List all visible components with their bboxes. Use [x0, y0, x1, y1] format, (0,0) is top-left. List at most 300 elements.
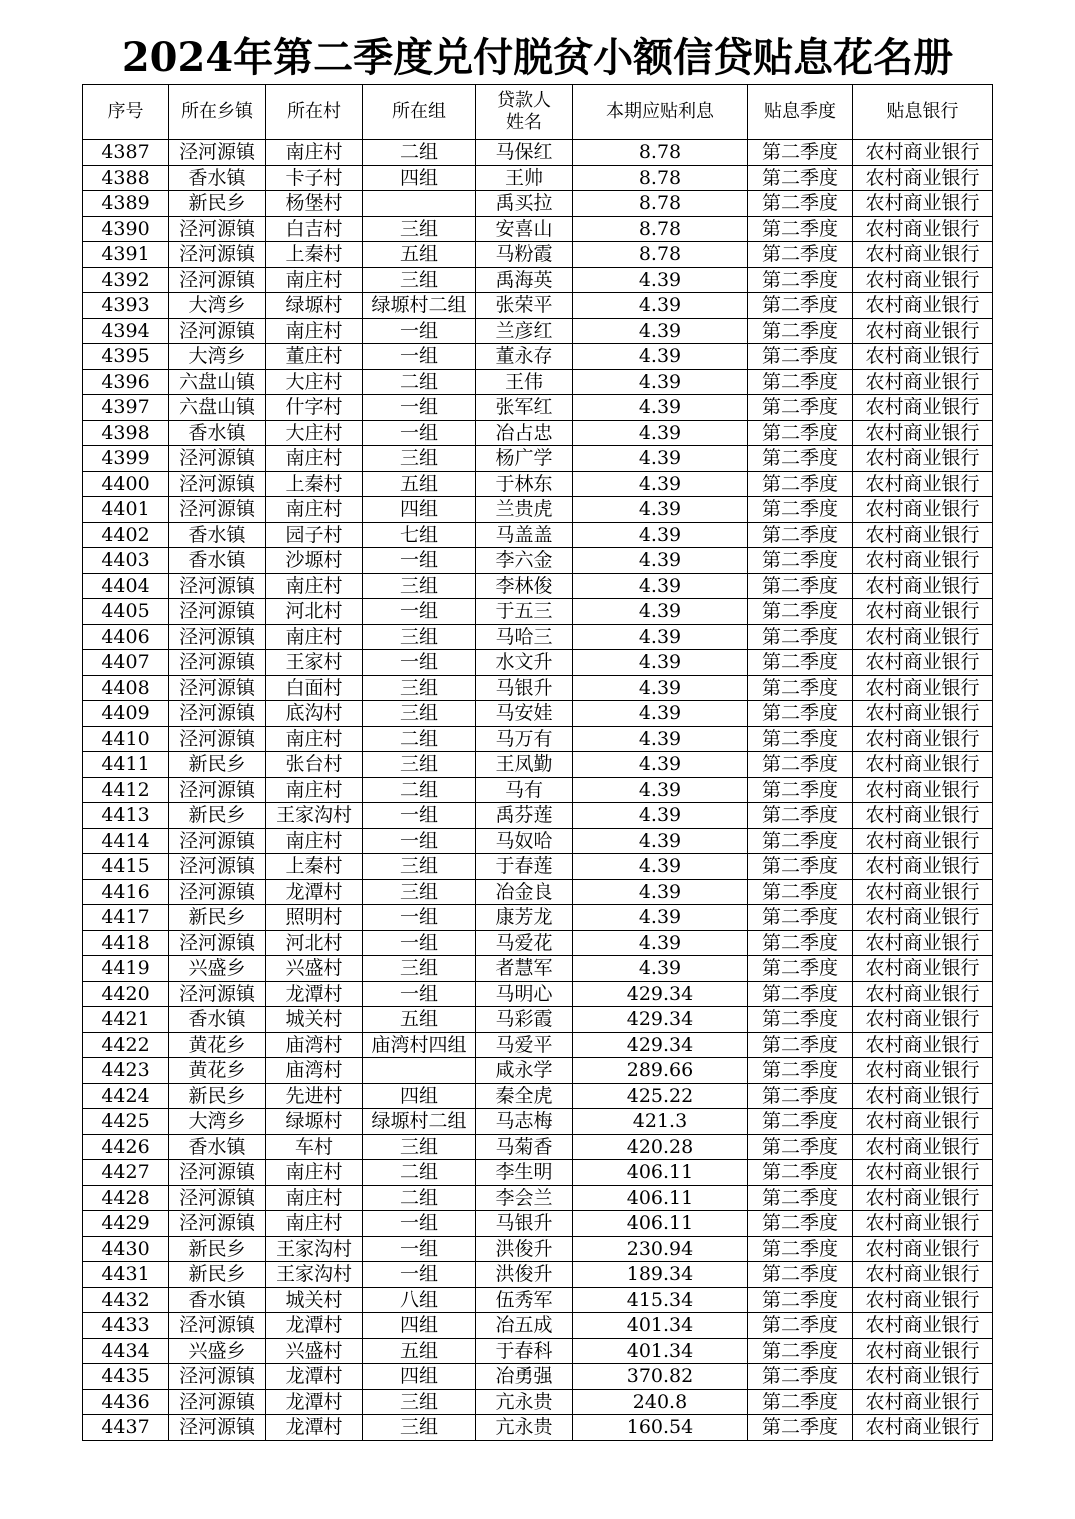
- cell-bank: 农村商业银行: [853, 777, 993, 803]
- cell-borrower-name: 李六金: [476, 548, 573, 574]
- cell-township: 泾河源镇: [169, 981, 266, 1007]
- table-row: [83, 497, 993, 523]
- cell-borrower-name: 于林东: [476, 471, 573, 497]
- header-interest: 本期应贴利息: [573, 85, 748, 140]
- cell-serial: 4419: [83, 956, 169, 982]
- cell-interest: 4.39: [573, 752, 748, 778]
- cell-borrower-name: 伍秀军: [476, 1287, 573, 1313]
- cell-village: 南庄村: [266, 140, 363, 166]
- cell-bank: 农村商业银行: [853, 140, 993, 166]
- cell-serial: 4393: [83, 293, 169, 319]
- cell-township: 泾河源镇: [169, 650, 266, 676]
- cell-serial: 4399: [83, 446, 169, 472]
- cell-village: 南庄村: [266, 267, 363, 293]
- cell-interest: 406.11: [573, 1211, 748, 1237]
- cell-village: 沙塬村: [266, 548, 363, 574]
- cell-borrower-name: 李会兰: [476, 1185, 573, 1211]
- cell-interest: 4.39: [573, 293, 748, 319]
- cell-serial: 4396: [83, 369, 169, 395]
- cell-borrower-name: 马粉霞: [476, 242, 573, 268]
- table-row: [83, 573, 993, 599]
- cell-village: 园子村: [266, 522, 363, 548]
- cell-interest: 4.39: [573, 369, 748, 395]
- cell-township: 香水镇: [169, 420, 266, 446]
- cell-borrower-name: 冶勇强: [476, 1364, 573, 1390]
- cell-quarter: 第二季度: [748, 548, 853, 574]
- cell-borrower-name: 康芳龙: [476, 905, 573, 931]
- cell-quarter: 第二季度: [748, 140, 853, 166]
- table-row: [83, 548, 993, 574]
- cell-bank: 农村商业银行: [853, 471, 993, 497]
- cell-quarter: 第二季度: [748, 522, 853, 548]
- cell-bank: 农村商业银行: [853, 854, 993, 880]
- cell-group: 三组: [363, 879, 476, 905]
- cell-village: 白面村: [266, 675, 363, 701]
- cell-group: 七组: [363, 522, 476, 548]
- cell-bank: 农村商业银行: [853, 930, 993, 956]
- cell-interest: 429.34: [573, 981, 748, 1007]
- cell-quarter: 第二季度: [748, 1313, 853, 1339]
- cell-interest: 4.39: [573, 624, 748, 650]
- cell-quarter: 第二季度: [748, 242, 853, 268]
- cell-quarter: 第二季度: [748, 854, 853, 880]
- cell-serial: 4388: [83, 165, 169, 191]
- cell-borrower-name: 马银升: [476, 675, 573, 701]
- cell-serial: 4409: [83, 701, 169, 727]
- cell-interest: 4.39: [573, 573, 748, 599]
- cell-quarter: 第二季度: [748, 879, 853, 905]
- cell-group: 二组: [363, 369, 476, 395]
- cell-village: 先进村: [266, 1083, 363, 1109]
- cell-interest: 4.39: [573, 522, 748, 548]
- cell-serial: 4426: [83, 1134, 169, 1160]
- cell-village: 大庄村: [266, 369, 363, 395]
- cell-borrower-name: 亢永贵: [476, 1389, 573, 1415]
- cell-group: 四组: [363, 497, 476, 523]
- cell-village: 南庄村: [266, 1160, 363, 1186]
- cell-quarter: 第二季度: [748, 930, 853, 956]
- cell-village: 龙潭村: [266, 1364, 363, 1390]
- cell-township: 兴盛乡: [169, 1338, 266, 1364]
- cell-interest: 4.39: [573, 344, 748, 370]
- cell-interest: 4.39: [573, 471, 748, 497]
- cell-group: 二组: [363, 777, 476, 803]
- cell-borrower-name: 杨广学: [476, 446, 573, 472]
- cell-quarter: 第二季度: [748, 1007, 853, 1033]
- cell-serial: 4427: [83, 1160, 169, 1186]
- cell-township: 泾河源镇: [169, 446, 266, 472]
- cell-village: 龙潭村: [266, 1415, 363, 1441]
- cell-serial: 4394: [83, 318, 169, 344]
- cell-bank: 农村商业银行: [853, 1236, 993, 1262]
- cell-group: 三组: [363, 446, 476, 472]
- cell-serial: 4412: [83, 777, 169, 803]
- cell-group: 一组: [363, 1211, 476, 1237]
- cell-bank: 农村商业银行: [853, 1058, 993, 1084]
- cell-township: 泾河源镇: [169, 318, 266, 344]
- cell-interest: 4.39: [573, 420, 748, 446]
- cell-township: 泾河源镇: [169, 1160, 266, 1186]
- table-row: [83, 726, 993, 752]
- cell-serial: 4414: [83, 828, 169, 854]
- cell-bank: 农村商业银行: [853, 446, 993, 472]
- table-row: [83, 318, 993, 344]
- cell-village: 南庄村: [266, 497, 363, 523]
- cell-serial: 4391: [83, 242, 169, 268]
- cell-bank: 农村商业银行: [853, 1160, 993, 1186]
- cell-serial: 4420: [83, 981, 169, 1007]
- cell-borrower-name: 于五三: [476, 599, 573, 625]
- cell-borrower-name: 冶金良: [476, 879, 573, 905]
- cell-township: 六盘山镇: [169, 395, 266, 421]
- table-row: [83, 624, 993, 650]
- cell-borrower-name: 马爱花: [476, 930, 573, 956]
- cell-interest: 4.39: [573, 675, 748, 701]
- cell-village: 河北村: [266, 599, 363, 625]
- cell-bank: 农村商业银行: [853, 1364, 993, 1390]
- header-group: 所在组: [363, 85, 476, 140]
- cell-borrower-name: 李生明: [476, 1160, 573, 1186]
- cell-quarter: 第二季度: [748, 1364, 853, 1390]
- cell-interest: 425.22: [573, 1083, 748, 1109]
- cell-bank: 农村商业银行: [853, 981, 993, 1007]
- cell-serial: 4408: [83, 675, 169, 701]
- cell-township: 泾河源镇: [169, 242, 266, 268]
- table-row: [83, 1058, 993, 1084]
- table-row: [83, 1211, 993, 1237]
- table-row: [83, 1134, 993, 1160]
- cell-village: 车村: [266, 1134, 363, 1160]
- cell-township: 新民乡: [169, 1262, 266, 1288]
- cell-group: 三组: [363, 854, 476, 880]
- cell-township: 大湾乡: [169, 344, 266, 370]
- cell-village: 兴盛村: [266, 1338, 363, 1364]
- cell-interest: 4.39: [573, 548, 748, 574]
- table-row: [83, 446, 993, 472]
- cell-serial: 4424: [83, 1083, 169, 1109]
- cell-group: 四组: [363, 1364, 476, 1390]
- cell-quarter: 第二季度: [748, 1058, 853, 1084]
- cell-township: 香水镇: [169, 165, 266, 191]
- table-row: [83, 1109, 993, 1135]
- cell-group: 三组: [363, 1389, 476, 1415]
- cell-group: 一组: [363, 930, 476, 956]
- cell-group: 五组: [363, 1338, 476, 1364]
- cell-quarter: 第二季度: [748, 1389, 853, 1415]
- cell-group: 三组: [363, 956, 476, 982]
- cell-township: 新民乡: [169, 752, 266, 778]
- table-row: [83, 1313, 993, 1339]
- cell-borrower-name: 于春莲: [476, 854, 573, 880]
- cell-quarter: 第二季度: [748, 981, 853, 1007]
- cell-quarter: 第二季度: [748, 216, 853, 242]
- cell-quarter: 第二季度: [748, 497, 853, 523]
- table-row: [83, 420, 993, 446]
- cell-interest: 4.39: [573, 905, 748, 931]
- table-row: [83, 956, 993, 982]
- cell-serial: 4397: [83, 395, 169, 421]
- cell-interest: 429.34: [573, 1007, 748, 1033]
- cell-quarter: 第二季度: [748, 1109, 853, 1135]
- cell-bank: 农村商业银行: [853, 165, 993, 191]
- cell-interest: 8.78: [573, 216, 748, 242]
- cell-serial: 4425: [83, 1109, 169, 1135]
- cell-bank: 农村商业银行: [853, 293, 993, 319]
- header-township: 所在乡镇: [169, 85, 266, 140]
- cell-interest: 415.34: [573, 1287, 748, 1313]
- cell-group: 三组: [363, 1134, 476, 1160]
- cell-group: 一组: [363, 395, 476, 421]
- cell-interest: 4.39: [573, 956, 748, 982]
- cell-interest: 401.34: [573, 1313, 748, 1339]
- cell-borrower-name: 王伟: [476, 369, 573, 395]
- cell-borrower-name: 马银升: [476, 1211, 573, 1237]
- cell-bank: 农村商业银行: [853, 905, 993, 931]
- cell-village: 上秦村: [266, 854, 363, 880]
- cell-serial: 4434: [83, 1338, 169, 1364]
- cell-township: 新民乡: [169, 1236, 266, 1262]
- cell-borrower-name: 王帅: [476, 165, 573, 191]
- cell-interest: 4.39: [573, 701, 748, 727]
- cell-group: 一组: [363, 420, 476, 446]
- cell-borrower-name: 于春科: [476, 1338, 573, 1364]
- cell-township: 泾河源镇: [169, 1313, 266, 1339]
- cell-borrower-name: 水文升: [476, 650, 573, 676]
- cell-borrower-name: 禹芬莲: [476, 803, 573, 829]
- header-quarter: 贴息季度: [748, 85, 853, 140]
- cell-interest: 370.82: [573, 1364, 748, 1390]
- cell-interest: 8.78: [573, 242, 748, 268]
- cell-interest: 4.39: [573, 726, 748, 752]
- cell-group: [363, 1058, 476, 1084]
- cell-borrower-name: 马菊香: [476, 1134, 573, 1160]
- cell-borrower-name: 马万有: [476, 726, 573, 752]
- table-row: [83, 854, 993, 880]
- cell-township: 泾河源镇: [169, 216, 266, 242]
- table-row: [83, 701, 993, 727]
- cell-borrower-name: 禹海英: [476, 267, 573, 293]
- cell-bank: 农村商业银行: [853, 242, 993, 268]
- cell-interest: 240.8: [573, 1389, 748, 1415]
- cell-serial: 4429: [83, 1211, 169, 1237]
- cell-township: 新民乡: [169, 191, 266, 217]
- cell-bank: 农村商业银行: [853, 879, 993, 905]
- table-row: [83, 344, 993, 370]
- cell-village: 龙潭村: [266, 879, 363, 905]
- cell-bank: 农村商业银行: [853, 1262, 993, 1288]
- cell-serial: 4432: [83, 1287, 169, 1313]
- table-row: [83, 1262, 993, 1288]
- cell-borrower-name: 董永存: [476, 344, 573, 370]
- cell-serial: 4435: [83, 1364, 169, 1390]
- cell-group: 五组: [363, 471, 476, 497]
- cell-group: 绿塬村二组: [363, 293, 476, 319]
- cell-village: 南庄村: [266, 1185, 363, 1211]
- cell-interest: 406.11: [573, 1160, 748, 1186]
- cell-village: 大庄村: [266, 420, 363, 446]
- cell-village: 王家沟村: [266, 803, 363, 829]
- cell-quarter: 第二季度: [748, 675, 853, 701]
- cell-serial: 4389: [83, 191, 169, 217]
- cell-borrower-name: 者慧军: [476, 956, 573, 982]
- cell-group: 一组: [363, 344, 476, 370]
- cell-serial: 4403: [83, 548, 169, 574]
- cell-bank: 农村商业银行: [853, 573, 993, 599]
- table-row: [83, 599, 993, 625]
- cell-township: 泾河源镇: [169, 1415, 266, 1441]
- cell-township: 大湾乡: [169, 1109, 266, 1135]
- cell-group: 八组: [363, 1287, 476, 1313]
- cell-quarter: 第二季度: [748, 1083, 853, 1109]
- cell-interest: 406.11: [573, 1185, 748, 1211]
- cell-serial: 4430: [83, 1236, 169, 1262]
- cell-interest: 4.39: [573, 803, 748, 829]
- cell-serial: 4401: [83, 497, 169, 523]
- cell-bank: 农村商业银行: [853, 1287, 993, 1313]
- cell-quarter: 第二季度: [748, 956, 853, 982]
- cell-quarter: 第二季度: [748, 828, 853, 854]
- cell-quarter: 第二季度: [748, 165, 853, 191]
- cell-group: 五组: [363, 1007, 476, 1033]
- table-row: [83, 293, 993, 319]
- cell-quarter: 第二季度: [748, 599, 853, 625]
- cell-serial: 4400: [83, 471, 169, 497]
- cell-township: 泾河源镇: [169, 573, 266, 599]
- cell-bank: 农村商业银行: [853, 369, 993, 395]
- cell-village: 兴盛村: [266, 956, 363, 982]
- table-row: [83, 191, 993, 217]
- cell-bank: 农村商业银行: [853, 599, 993, 625]
- cell-group: 一组: [363, 981, 476, 1007]
- cell-group: 三组: [363, 267, 476, 293]
- cell-township: 黄花乡: [169, 1032, 266, 1058]
- cell-quarter: 第二季度: [748, 293, 853, 319]
- cell-village: 南庄村: [266, 573, 363, 599]
- cell-group: 三组: [363, 216, 476, 242]
- cell-township: 香水镇: [169, 1007, 266, 1033]
- cell-village: 张台村: [266, 752, 363, 778]
- cell-interest: 4.39: [573, 854, 748, 880]
- table-row: [83, 1160, 993, 1186]
- cell-village: 南庄村: [266, 726, 363, 752]
- cell-borrower-name: 马奴哈: [476, 828, 573, 854]
- table-row: [83, 981, 993, 1007]
- cell-village: 上秦村: [266, 242, 363, 268]
- cell-borrower-name: 冶占忠: [476, 420, 573, 446]
- cell-group: 二组: [363, 1185, 476, 1211]
- cell-serial: 4415: [83, 854, 169, 880]
- cell-borrower-name: 禹买拉: [476, 191, 573, 217]
- cell-borrower-name: 兰彦红: [476, 318, 573, 344]
- cell-bank: 农村商业银行: [853, 267, 993, 293]
- cell-bank: 农村商业银行: [853, 1338, 993, 1364]
- cell-bank: 农村商业银行: [853, 191, 993, 217]
- table-row: [83, 1236, 993, 1262]
- cell-quarter: 第二季度: [748, 777, 853, 803]
- cell-quarter: 第二季度: [748, 1211, 853, 1237]
- header-borrower-name: 贷款人 姓名: [476, 85, 573, 140]
- cell-village: 白吉村: [266, 216, 363, 242]
- cell-village: 杨堡村: [266, 191, 363, 217]
- cell-bank: 农村商业银行: [853, 650, 993, 676]
- page-title: 2024年第二季度兑付脱贫小额信贷贴息花名册: [121, 34, 954, 81]
- cell-interest: 4.39: [573, 828, 748, 854]
- cell-serial: 4402: [83, 522, 169, 548]
- cell-township: 黄花乡: [169, 1058, 266, 1084]
- cell-township: 泾河源镇: [169, 599, 266, 625]
- cell-township: 泾河源镇: [169, 1211, 266, 1237]
- cell-group: 三组: [363, 573, 476, 599]
- cell-township: 泾河源镇: [169, 1364, 266, 1390]
- table-row: [83, 471, 993, 497]
- table-row: [83, 879, 993, 905]
- cell-interest: 421.3: [573, 1109, 748, 1135]
- cell-village: 南庄村: [266, 828, 363, 854]
- cell-township: 泾河源镇: [169, 828, 266, 854]
- cell-quarter: 第二季度: [748, 446, 853, 472]
- cell-quarter: 第二季度: [748, 1134, 853, 1160]
- table-row: [83, 675, 993, 701]
- cell-bank: 农村商业银行: [853, 1415, 993, 1441]
- cell-group: 二组: [363, 1160, 476, 1186]
- cell-group: 一组: [363, 905, 476, 931]
- cell-township: 泾河源镇: [169, 140, 266, 166]
- cell-interest: 4.39: [573, 879, 748, 905]
- cell-group: 一组: [363, 548, 476, 574]
- cell-group: 五组: [363, 242, 476, 268]
- cell-interest: 429.34: [573, 1032, 748, 1058]
- cell-township: 泾河源镇: [169, 879, 266, 905]
- cell-quarter: 第二季度: [748, 803, 853, 829]
- cell-serial: 4437: [83, 1415, 169, 1441]
- cell-serial: 4395: [83, 344, 169, 370]
- cell-borrower-name: 马盖盖: [476, 522, 573, 548]
- cell-township: 泾河源镇: [169, 701, 266, 727]
- table-row: [83, 650, 993, 676]
- cell-bank: 农村商业银行: [853, 1211, 993, 1237]
- cell-borrower-name: 张荣平: [476, 293, 573, 319]
- cell-bank: 农村商业银行: [853, 1032, 993, 1058]
- cell-bank: 农村商业银行: [853, 1185, 993, 1211]
- cell-quarter: 第二季度: [748, 267, 853, 293]
- cell-township: 泾河源镇: [169, 930, 266, 956]
- subsidy-roster-table: [82, 84, 993, 1441]
- cell-township: 香水镇: [169, 548, 266, 574]
- cell-serial: 4398: [83, 420, 169, 446]
- table-row: [83, 1364, 993, 1390]
- cell-serial: 4417: [83, 905, 169, 931]
- cell-village: 龙潭村: [266, 1389, 363, 1415]
- cell-quarter: 第二季度: [748, 1262, 853, 1288]
- cell-bank: 农村商业银行: [853, 497, 993, 523]
- cell-borrower-name: 王凤勤: [476, 752, 573, 778]
- cell-township: 新民乡: [169, 905, 266, 931]
- cell-serial: 4387: [83, 140, 169, 166]
- table-row: [83, 930, 993, 956]
- cell-quarter: 第二季度: [748, 905, 853, 931]
- cell-township: 泾河源镇: [169, 267, 266, 293]
- cell-township: 大湾乡: [169, 293, 266, 319]
- table-row: [83, 803, 993, 829]
- cell-quarter: 第二季度: [748, 1032, 853, 1058]
- cell-township: 泾河源镇: [169, 777, 266, 803]
- cell-borrower-name: 李林俊: [476, 573, 573, 599]
- table-row: [83, 522, 993, 548]
- cell-borrower-name: 咸永学: [476, 1058, 573, 1084]
- cell-interest: 4.39: [573, 599, 748, 625]
- cell-village: 河北村: [266, 930, 363, 956]
- cell-quarter: 第二季度: [748, 1415, 853, 1441]
